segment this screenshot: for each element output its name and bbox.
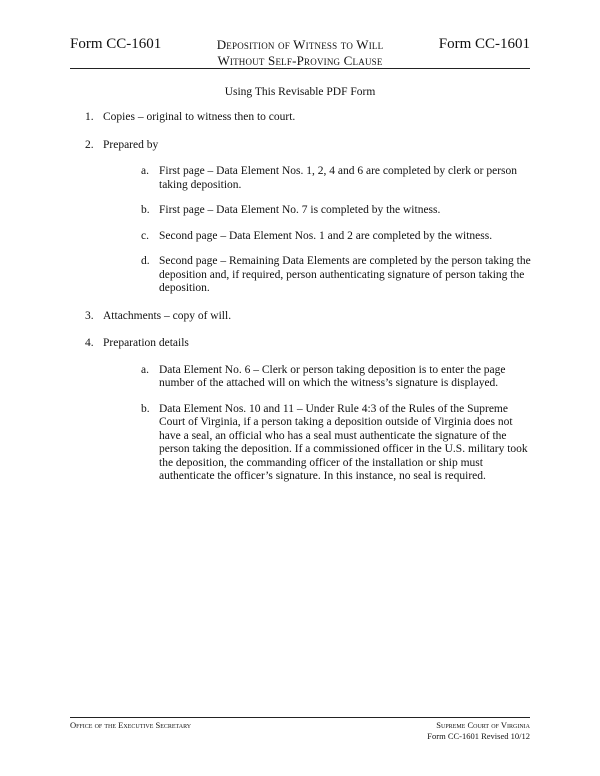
- sub-item-4a: [141, 364, 535, 391]
- sub-item-2b: [141, 204, 535, 218]
- list-item-3: [85, 310, 535, 324]
- page-header: [70, 34, 530, 69]
- list-item-2: [85, 139, 535, 296]
- footer-form-revision: Form CC-1601 Revised 10/12: [427, 731, 530, 741]
- footer-office: Office of the Executive Secretary: [70, 720, 192, 730]
- sub-item-text: First page – Data Element No. 7 is completed by the witness.: [159, 204, 441, 216]
- list-item-4: [85, 337, 535, 484]
- form-number-right: Form CC-1601: [438, 36, 530, 52]
- footer-court-info: [427, 720, 530, 742]
- sub-item-text: Second page – Remaining Data Elements are completed by the person taking the deposition and, if required, person authenticating signature of person taking the deposition.: [159, 255, 531, 294]
- sub-item-letter: c.: [141, 229, 149, 242]
- instruction-list: [85, 111, 535, 498]
- item-text: Attachments – copy of will.: [103, 309, 232, 322]
- sub-item-letter: b.: [141, 204, 150, 216]
- item-number: 1.: [85, 111, 94, 123]
- sub-item-letter: a.: [141, 363, 149, 376]
- form-number-left: Form CC-1601: [70, 36, 162, 52]
- item-text: Copies – original to witness then to court.: [103, 111, 296, 123]
- sub-item-text: Data Element No. 6 – Clerk or person taking deposition is to enter the page number of the attached will on which the witness’s signature is displayed.: [159, 363, 506, 389]
- item-number: 2.: [85, 138, 94, 151]
- sub-item-letter: a.: [141, 165, 149, 177]
- page-footer: [70, 717, 530, 741]
- page-subtitle: Using This Revisable PDF Form: [224, 86, 376, 98]
- title-line-1: Deposition of Witness to Will: [216, 37, 384, 52]
- item-number: 3.: [85, 309, 94, 322]
- sub-item-2c: [141, 230, 535, 244]
- title-line-2: Without Self-Proving Clause: [217, 53, 383, 68]
- sub-item-letter: b.: [141, 402, 150, 415]
- sub-item-2d: [141, 255, 535, 296]
- item-number: 4.: [85, 337, 94, 349]
- sub-item-4b: [141, 403, 535, 484]
- sub-item-text: Data Element Nos. 10 and 11 – Under Rule 4:3 of the Rules of the Supreme Court of Virginia, if a person taking a deposition outside of Virginia does not have a seal, an official who has a seal must authenticate the signature of the person taking the deposition. If a commissioned officer in the U.S. military took the deposition, the commanding officer of the installation or ship must authenticate the officer’s signature. In this instance, no seal is required.: [159, 402, 528, 482]
- item-text: Prepared by: [103, 138, 159, 151]
- sub-item-letter: d.: [141, 255, 150, 267]
- sub-item-2a: [141, 165, 535, 192]
- sub-list: [103, 165, 535, 296]
- footer-court: Supreme Court of Virginia: [436, 720, 530, 730]
- sub-list: [103, 364, 535, 484]
- item-text: Preparation details: [103, 337, 189, 349]
- sub-item-text: First page – Data Element Nos. 1, 2, 4 and 6 are completed by clerk or person taking deposition.: [159, 165, 517, 191]
- sub-item-text: Second page – Data Element Nos. 1 and 2 are completed by the witness.: [159, 229, 493, 242]
- list-item-1: [85, 111, 535, 125]
